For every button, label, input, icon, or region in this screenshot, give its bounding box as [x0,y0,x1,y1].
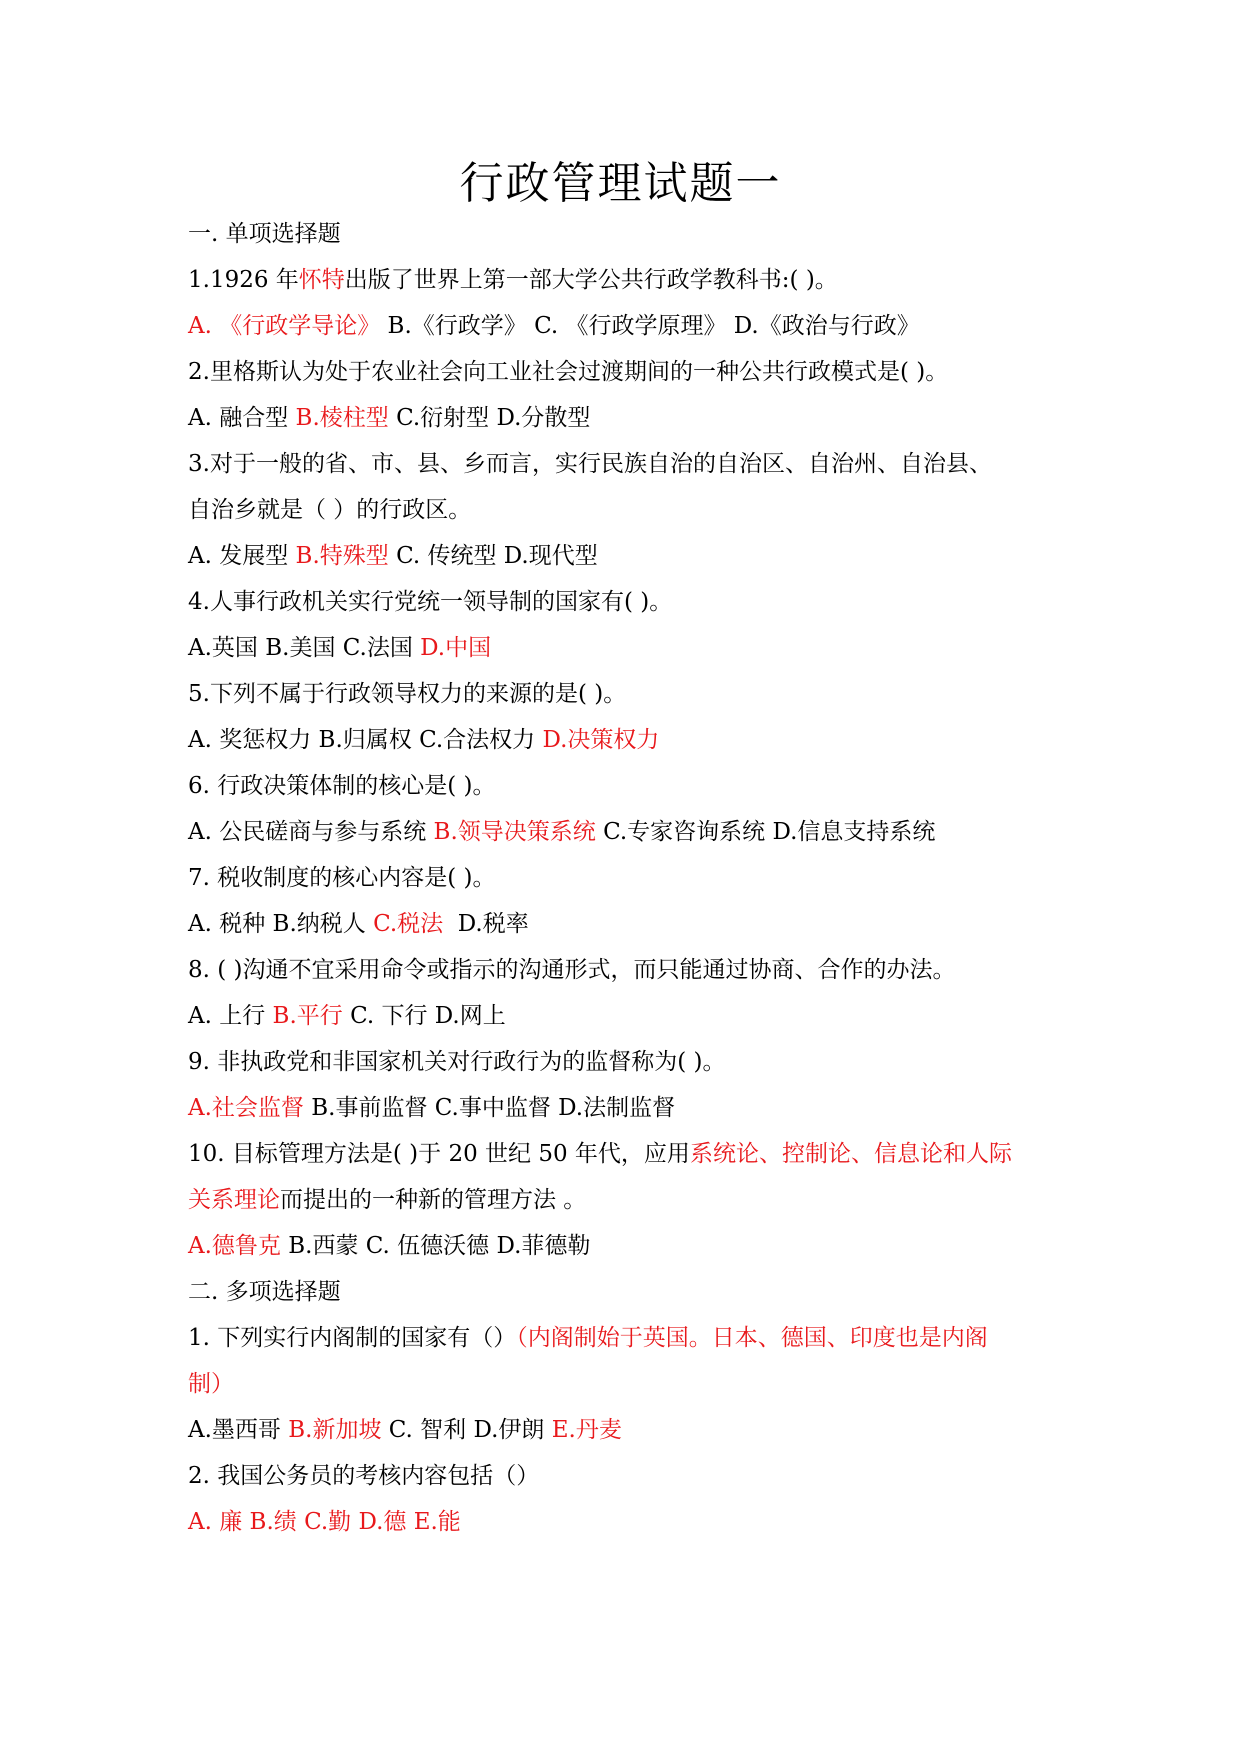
answer-highlight: A. 廉 B.绩 C.勤 D.德 E.能 [188,1509,461,1535]
text-segment: 2. 我国公务员的考核内容包括（） [188,1463,540,1489]
text-line [188,855,1068,901]
text-segment: B.《行政学》 C. 《行政学原理》 D.《政治与行政》 [380,313,920,339]
text-line [188,993,1068,1039]
answer-highlight: C.税法 [373,911,444,937]
text-segment: B.西蒙 C. 伍德沃德 D.菲德勒 [280,1233,591,1259]
text-line [188,671,1068,717]
text-segment: C. 传统型 D.现代型 [388,543,598,569]
text-segment: C.衍射型 D.分散型 [388,405,591,431]
text-segment: C. 下行 D.网上 [342,1003,506,1029]
text-line [188,1177,1068,1223]
answer-highlight: D.中国 [420,635,492,661]
text-segment: 二. 多项选择题 [188,1279,341,1305]
question-list [188,211,1068,1545]
text-segment: 7. 税收制度的核心内容是( )。 [188,865,496,891]
text-line [188,1361,1068,1407]
text-line [188,257,1068,303]
answer-highlight: 制） [188,1371,234,1397]
text-segment: C. 智利 D.伊朗 [381,1417,552,1443]
answer-highlight: B.棱柱型 [295,405,389,431]
text-line [188,717,1068,763]
text-segment: 1.1926 年 [188,267,299,293]
text-segment: 出版了世界上第一部大学公共行政学教科书:( )。 [344,267,838,293]
answer-highlight: B.平行 [272,1003,343,1029]
page-title: 行政管理试题一 [459,158,782,209]
text-line [188,1269,1068,1315]
text-line [188,1223,1068,1269]
text-segment: 2.里格斯认为处于农业社会向工业社会过渡期间的一种公共行政模式是( )。 [188,359,949,385]
text-segment: 而提出的一种新的管理方法 。 [280,1187,587,1213]
text-segment: B.事前监督 C.事中监督 D.法制监督 [303,1095,676,1121]
answer-highlight: A.社会监督 [188,1095,304,1121]
text-segment: A.墨西哥 [188,1417,289,1443]
text-line [188,763,1068,809]
answer-highlight: B.特殊型 [295,543,389,569]
text-line [188,579,1068,625]
text-segment: 一. 单项选择题 [188,221,341,247]
text-segment: A. 发展型 [188,543,296,569]
text-segment: 9. 非执政党和非国家机关对行政行为的监督称为( )。 [188,1049,726,1075]
text-segment: A. 公民磋商与参与系统 [188,819,434,845]
text-line [188,533,1068,579]
answer-highlight: D.决策权力 [542,727,660,753]
answer-highlight: 怀特 [298,267,345,293]
text-line [188,625,1068,671]
text-segment: A. 税种 B.纳税人 [188,911,374,937]
answer-highlight: A. 《行政学导论》 [188,313,381,339]
text-segment: 5.下列不属于行政领导权力的来源的是( )。 [188,681,627,707]
text-segment: 8. ( )沟通不宜采用命令或指示的沟通形式，而只能通过协商、合作的办法。 [188,957,956,983]
text-line [188,1131,1068,1177]
text-line [188,1453,1068,1499]
text-segment: A.英国 B.美国 C.法国 [188,635,421,661]
text-segment: 10. 目标管理方法是( )于 20 世纪 50 年代，应用 [188,1141,690,1167]
text-segment: D.税率 [443,911,529,937]
answer-highlight: 系统论、控制论、信息论和人际 [689,1141,1012,1167]
text-line [188,211,1068,257]
answer-highlight: 关系理论 [188,1187,280,1213]
text-segment: 1. 下列实行内阁制的国家有（） [188,1325,517,1351]
text-line [188,1407,1068,1453]
text-segment: C.专家咨询系统 D.信息支持系统 [595,819,936,845]
text-line [188,1039,1068,1085]
answer-highlight: B.新加坡 [288,1417,382,1443]
text-segment: 3.对于一般的省、市、县、乡而言，实行民族自治的自治区、自治州、自治县、 [188,451,992,477]
text-segment: A. 奖惩权力 B.归属权 C.合法权力 [188,727,543,753]
text-line [188,1315,1068,1361]
text-line [188,441,1068,487]
text-line [188,947,1068,993]
text-segment: A. 融合型 [188,405,296,431]
text-line [188,303,1068,349]
text-line [188,1085,1068,1131]
text-line [188,901,1068,947]
text-line [188,395,1068,441]
answer-highlight: A.德鲁克 [188,1233,281,1259]
text-segment: 4.人事行政机关实行党统一领导制的国家有( )。 [188,589,673,615]
text-line [188,1499,1068,1545]
answer-highlight: （内阁制始于英国。日本、德国、印度也是内阁 [516,1325,988,1351]
text-segment: A. 上行 [188,1003,273,1029]
text-segment: 6. 行政决策体制的核心是( )。 [188,773,496,799]
answer-highlight: B.领导决策系统 [433,819,596,845]
text-segment: 自治乡就是（ ）的行政区。 [188,497,472,523]
text-line [188,487,1068,533]
text-line [188,809,1068,855]
text-line [188,349,1068,395]
answer-highlight: E.丹麦 [551,1417,622,1443]
